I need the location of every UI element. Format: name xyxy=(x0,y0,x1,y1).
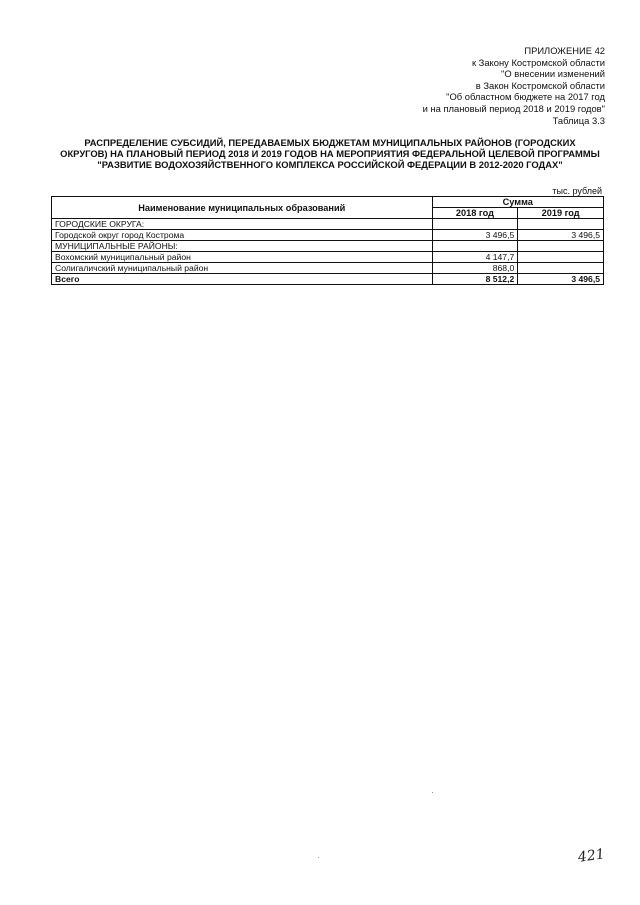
row-value-2018 xyxy=(432,241,518,252)
row-value-2019 xyxy=(518,252,604,263)
appendix-header xyxy=(285,45,605,126)
row-value-2019: 3 496,5 xyxy=(518,230,604,241)
row-value-2018: 4 147,7 xyxy=(432,252,518,263)
appendix-header-line: "О внесении изменений xyxy=(501,68,605,80)
row-name: Солигаличский муниципальный район xyxy=(52,263,433,274)
scan-speck xyxy=(432,792,433,793)
scan-speck xyxy=(318,857,319,858)
row-name: ГОРОДСКИЕ ОКРУГА: xyxy=(52,219,433,230)
row-name: Городской округ город Кострома xyxy=(52,230,433,241)
appendix-header-line: в Закон Костромской области xyxy=(475,79,605,91)
appendix-header-line: к Закону Костромской области xyxy=(471,56,605,68)
appendix-header-line: ПРИЛОЖЕНИЕ 42 xyxy=(524,45,605,56)
row-value-2019: 3 496,5 xyxy=(518,274,604,285)
row-value-2018: 8 512,2 xyxy=(432,274,518,285)
document-title: РАСПРЕДЕЛЕНИЕ СУБСИДИЙ, ПЕРЕДАВАЕМЫХ БЮДЖЕТАМ МУНИЦИПАЛЬНЫХ РАЙОНОВ (ГОРОДСКИХ ОКРУГОВ) НА ПЛАНОВЫЙ ПЕРИОД 2018 И 2019 ГОДОВ НА МЕРОПРИЯТИЯ ФЕДЕРАЛЬНОЙ ЦЕЛЕВОЙ ПРОГРАММЫ "РАЗВИТИЕ ВОДОХОЗЯЙСТВЕННОГО КОМПЛЕКСА РОССИЙСКОЙ ФЕДЕРАЦИИ В 2012-2020 ГОДАХ" xyxy=(60,137,600,171)
column-header-name: Наименование муниципальных образований xyxy=(52,197,433,219)
table-row xyxy=(52,241,604,252)
table-row xyxy=(52,263,604,274)
column-header-2019: 2019 год xyxy=(518,208,604,219)
row-name: МУНИЦИПАЛЬНЫЕ РАЙОНЫ: xyxy=(52,241,433,252)
row-value-2019 xyxy=(518,219,604,230)
table-number: Таблица 3.3 xyxy=(552,114,605,126)
row-name: Вохомский муниципальный район xyxy=(52,252,433,263)
appendix-header-line: "Об областном бюджете на 2017 год xyxy=(446,91,605,103)
row-value-2019 xyxy=(518,241,604,252)
units-label: тыс. рублей xyxy=(552,186,602,196)
row-value-2018: 3 496,5 xyxy=(432,230,518,241)
table-row xyxy=(52,219,604,230)
column-header-2018: 2018 год xyxy=(432,208,518,219)
page-number: 421 xyxy=(577,846,606,866)
row-value-2019 xyxy=(518,263,604,274)
row-name: Всего xyxy=(52,274,433,285)
total-row xyxy=(52,274,604,285)
column-header-sum: Сумма xyxy=(432,197,603,208)
appendix-header-line: и на плановый период 2018 и 2019 годов" xyxy=(422,102,605,114)
table-row xyxy=(52,252,604,263)
subsidy-table xyxy=(51,196,604,285)
row-value-2018: 868,0 xyxy=(432,263,518,274)
table-row xyxy=(52,230,604,241)
row-value-2018 xyxy=(432,219,518,230)
